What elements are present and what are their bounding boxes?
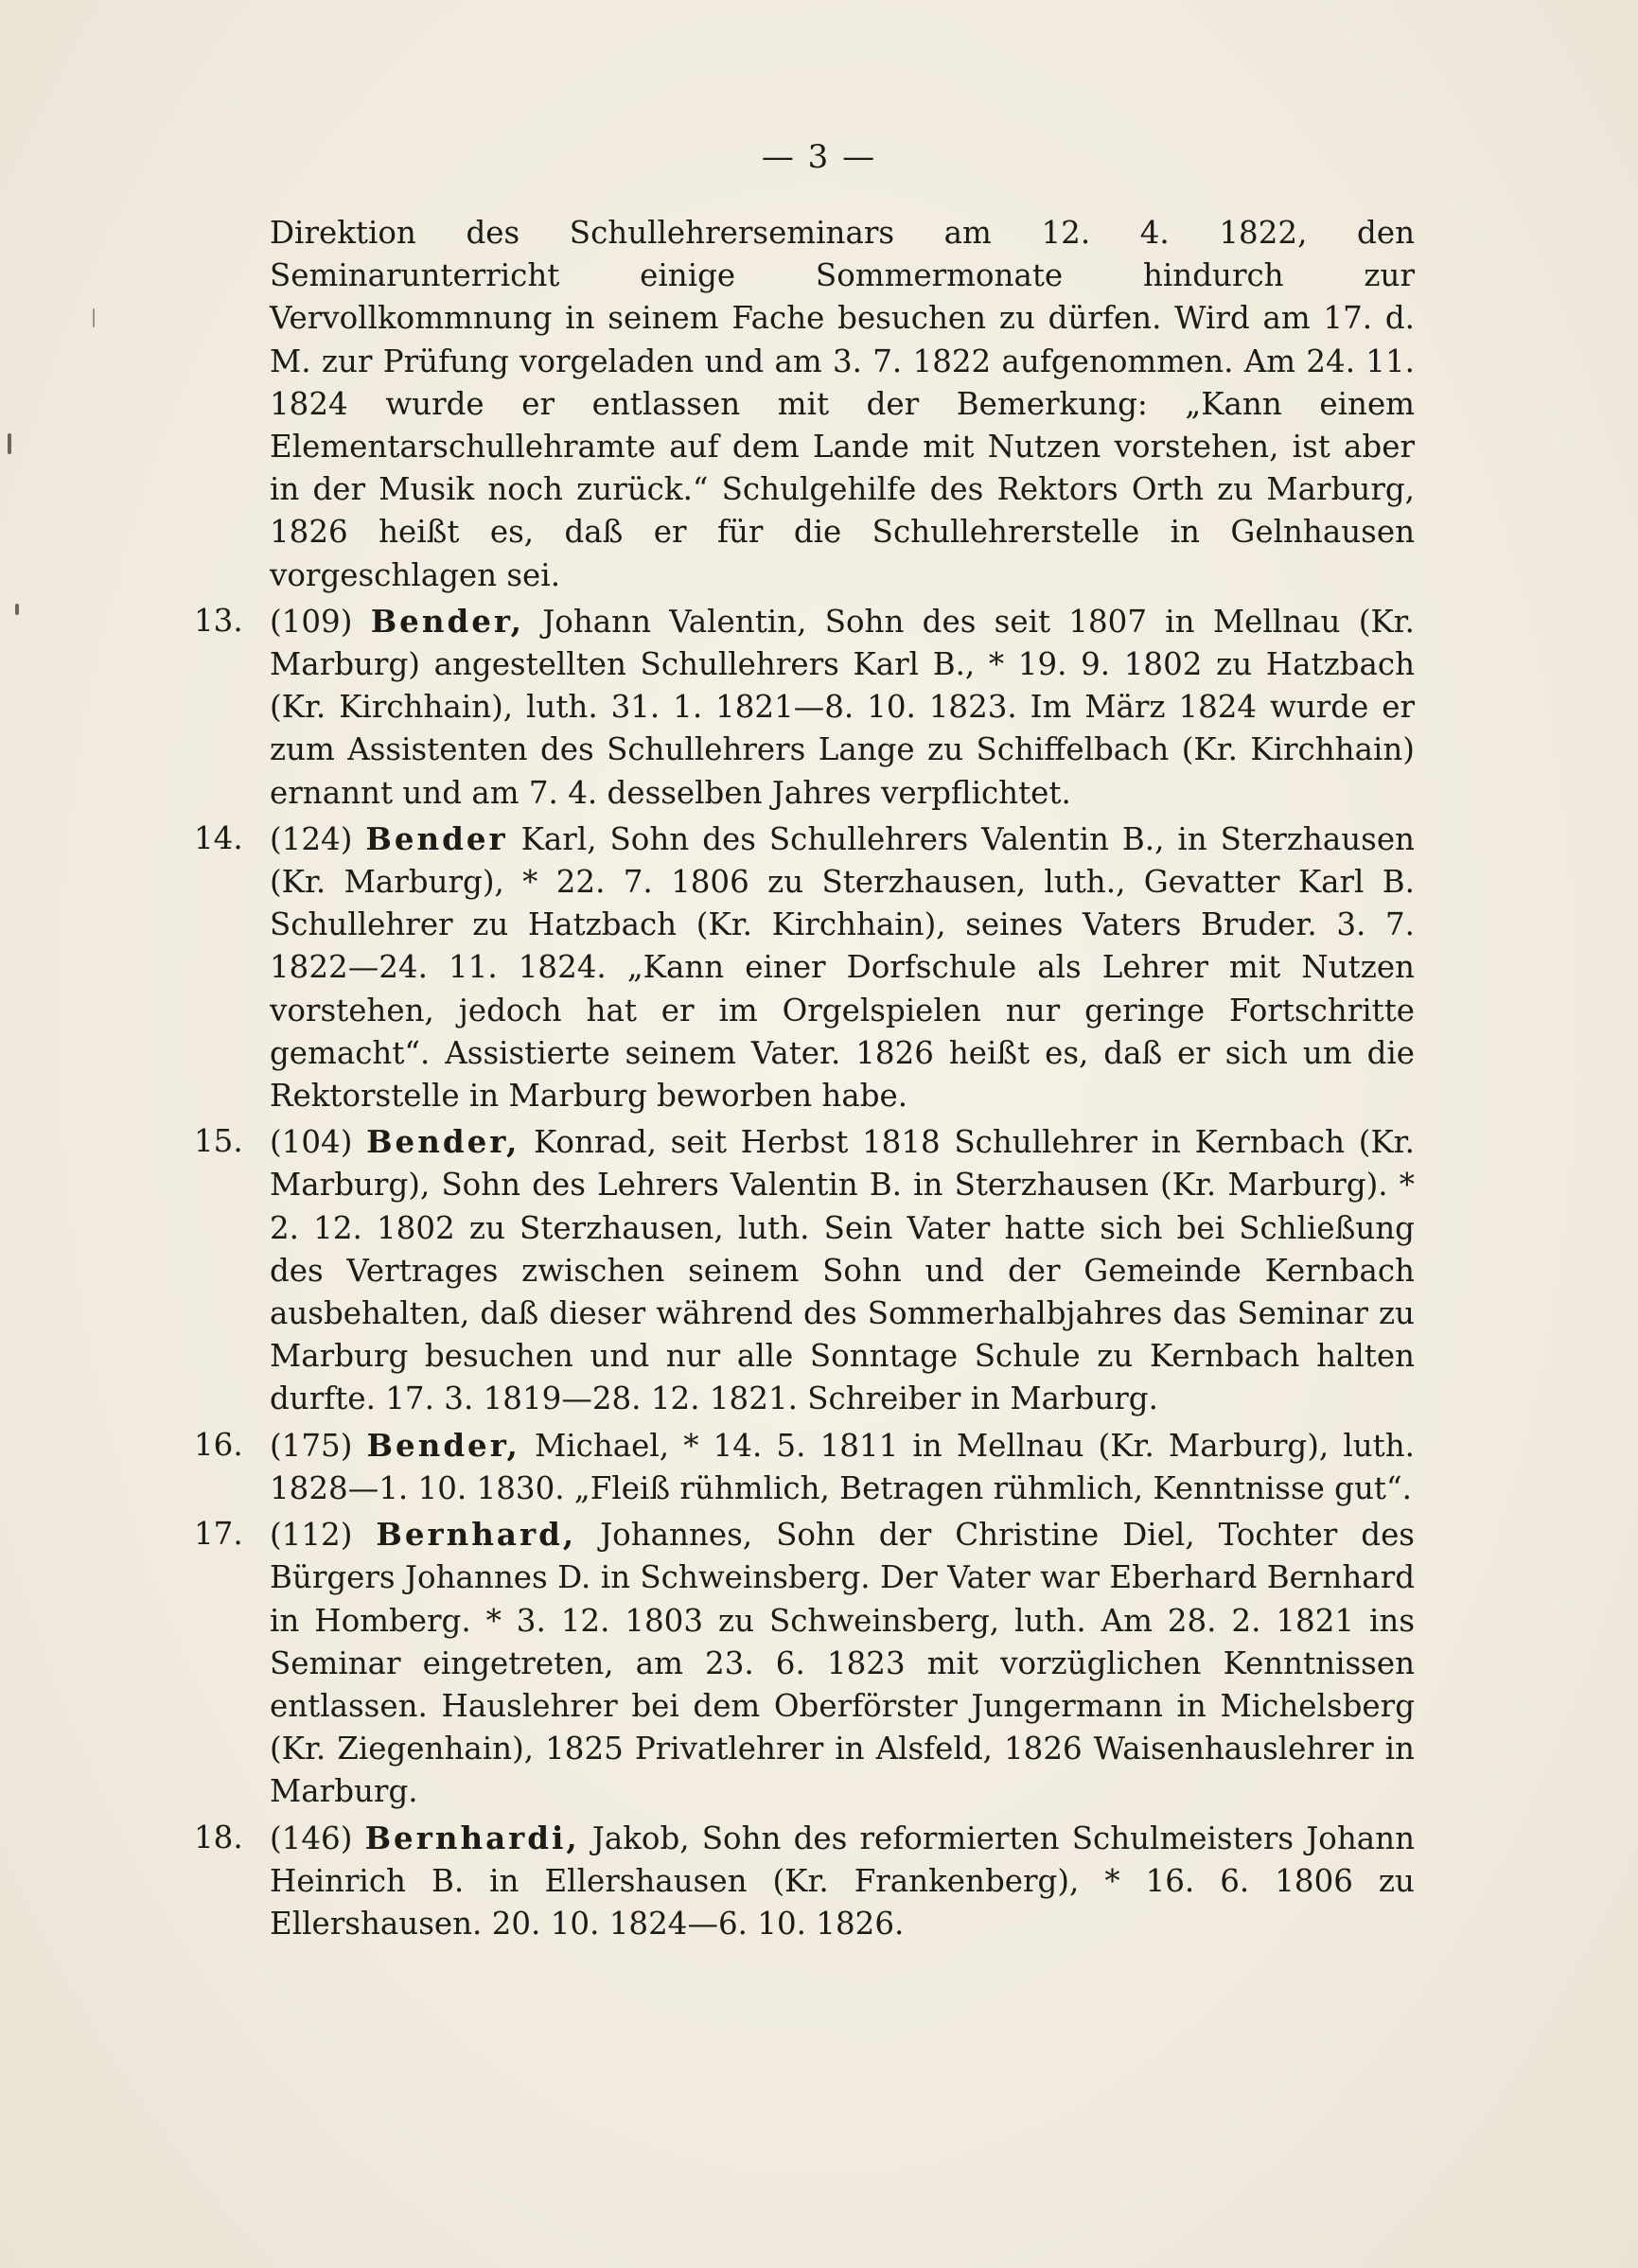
- margin-speck-left-2: [15, 604, 19, 615]
- entry-body: [270, 1424, 1415, 1510]
- entry-ref: (112): [270, 1517, 353, 1554]
- entry-number: 15.: [194, 1123, 243, 1160]
- entry-14: [194, 818, 1415, 1117]
- entry-text: Konrad, seit Herbst 1818 Schullehrer in Kernbach (Kr. Marburg), Sohn des Lehrers Valentin B. in Sterzhausen (Kr. Marburg). * 2. 12. 1802 zu Sterzhausen, luth. Sein Vater hatte sich bei Schließung des Vertrages zwischen seinem Sohn und der Gemeinde Kernbach ausbehalten, daß dieser während des Sommerhalbjahres das Seminar zu Marburg besuchen und nur alle Sonntage Schule zu Kernbach halten durfte. 17. 3. 1819—28. 12. 1821. Schreiber in Marburg.: [270, 1124, 1415, 1417]
- entry-17: [194, 1513, 1415, 1813]
- entry-15: [194, 1120, 1415, 1420]
- entry-body: [270, 1120, 1415, 1420]
- entry-surname: Bender,: [370, 602, 524, 640]
- entry-18: [194, 1817, 1415, 1946]
- entry-16: [194, 1424, 1415, 1510]
- page-content: [194, 212, 1415, 1948]
- entry-surname: Bernhardi,: [364, 1819, 580, 1856]
- entry-body: [270, 1817, 1415, 1946]
- entry-text: Michael, * 14. 5. 1811 in Mellnau (Kr. Marburg), luth. 1828—1. 10. 1830. „Fleiß rühmlich, Betragen rühmlich, Kenntnisse gut“.: [270, 1427, 1415, 1506]
- entry-body: [270, 1513, 1415, 1813]
- entry-number: 14.: [194, 819, 243, 856]
- entry-number: 16.: [194, 1426, 243, 1463]
- margin-speck-mid: [93, 308, 95, 327]
- entry-ref: (175): [270, 1427, 353, 1464]
- entry-number: 17.: [194, 1516, 243, 1553]
- entry-body: [270, 818, 1415, 1117]
- entry-surname: Bernhard,: [376, 1516, 577, 1554]
- entry-body: [270, 600, 1415, 815]
- entry-surname: Bender,: [366, 1123, 520, 1161]
- entry-ref: (109): [270, 603, 353, 640]
- entry-surname: Bender,: [366, 1426, 520, 1464]
- entry-text: Jakob, Sohn des reformierten Schulmeisters Johann Heinrich B. in Ellershausen (Kr. Frankenberg), * 16. 6. 1806 zu Ellershausen. 20. 10. 1824—6. 10. 1826.: [270, 1820, 1415, 1942]
- entry-number: 13.: [194, 602, 243, 639]
- entry-ref: (124): [270, 820, 353, 857]
- entry-13: [194, 600, 1415, 815]
- intro-paragraph: Direktion des Schullehrerseminars am 12. 4. 1822, den Seminarunterricht einige Sommermonate hindurch zur Vervollkommnung in seinem Fache besuchen zu dürfen. Wird am 17. d. M. zur Prüfung vorgeladen und am 3. 7. 1822 aufgenommen. Am 24. 11. 1824 wurde er entlassen mit der Bemerkung: „Kann einem Elementarschullehramte auf dem Lande mit Nutzen vorstehen, ist aber in der Musik noch zurück.“ Schulgehilfe des Rektors Orth zu Marburg, 1826 heißt es, daß er für die Schullehrerstelle in Gelnhausen vorgeschlagen sei.: [270, 215, 1415, 593]
- entry-ref: (146): [270, 1820, 353, 1856]
- margin-speck-left: [8, 433, 11, 454]
- page-number: — 3 —: [761, 138, 877, 176]
- entry-number: 18.: [194, 1819, 243, 1855]
- entry-text: Johann Valentin, Sohn des seit 1807 in Mellnau (Kr. Marburg) angestellten Schullehrers Karl B., * 19. 9. 1802 zu Hatzbach (Kr. Kirchhain), luth. 31. 1. 1821—8. 10. 1823. Im März 1824 wurde er zum Assistenten des Schullehrers Lange zu Schiffelbach (Kr. Kirchhain) ernannt und am 7. 4. desselben Jahres verpflichtet.: [270, 603, 1415, 811]
- entry-ref: (104): [270, 1124, 353, 1161]
- entry-text: Karl, Sohn des Schullehrers Valentin B., in Sterzhausen (Kr. Marburg), * 22. 7. 1806 zu Sterzhausen, luth., Gevatter Karl B. Schullehrer zu Hatzbach (Kr. Kirchhain), seines Vaters Bruder. 3. 7. 1822—24. 11. 1824. „Kann einer Dorfschule als Lehrer mit Nutzen vorstehen, jedoch hat er im Orgelspielen nur geringe Fortschritte gemacht“. Assistierte seinem Vater. 1826 heißt es, daß er sich um die Rektorstelle in Marburg beworben habe.: [270, 820, 1415, 1115]
- entry-surname: Bender: [365, 819, 508, 857]
- entry-text: Johannes, Sohn der Christine Diel, Tochter des Bürgers Johannes D. in Schweinsberg. Der Vater war Eberhard Bernhard in Homberg. * 3. 12. 1803 zu Schweinsberg, luth. Am 28. 2. 1821 ins Seminar eingetreten, am 23. 6. 1823 mit vorzüglichen Kenntnissen entlassen. Hauslehrer bei dem Oberförster Jungermann in Michelsberg (Kr. Ziegenhain), 1825 Privatlehrer in Alsfeld, 1826 Waisenhauslehrer in Marburg.: [270, 1517, 1415, 1810]
